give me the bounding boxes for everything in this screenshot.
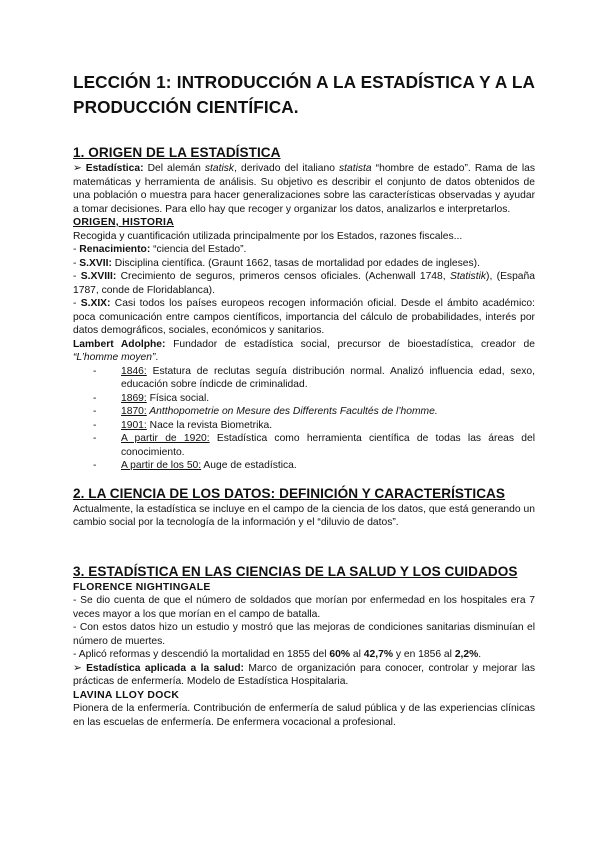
section-1-heading: 1. ORIGEN DE LA ESTADÍSTICA [73,145,281,160]
page-title: LECCIÓN 1: INTRODUCCIÓN A LA ESTADÍSTICA Y A LA PRODUCCIÓN CIENTÍFICA. [73,72,535,117]
xvii-century-item: - S.XVII: Disciplina científica. (Graunt 1662, tasas de mortalidad por edades de ingleses). [73,257,480,269]
document-page [73,70,535,729]
definition-term: Estadística: [85,163,144,174]
statistics-definition: ➢ Estadística: Del alemán statisk, derivado del italiano statista “hombre de estado”. Rama de las matemáticas y herramienta de análisis. Su objetivo es describir el conjunto de datos obtenidos de una población o muestra para hacer generalizaciones sobre las características observadas y ayudar a tomar decisiones. Para ello hay que recoger y organizar los datos, analizarlos e interpretarlos. [73,163,535,215]
list-item: - 1869: Física social. [93,392,535,406]
origin-history-heading: ORIGEN, HISTORIA [73,217,175,228]
lavina-lloy-dock-heading: LAVINA LLOY DOCK [73,689,180,701]
nightingale-point-3: - Aplicó reformas y descendió la mortalidad en 1855 del 60% al 42,7% y en 1856 al 2,2%. [73,649,482,660]
list-item: - 1846: Estatura de reclutas seguía distribución normal. Analizó influencia edad, sexo, educación sobre índicde de criminalidad. [93,365,535,392]
dock-text: Pionera de la enfermería. Contribución de enfermería de salud pública y de las experiencias clínicas en las escuelas de enfermería. De enfermera vocacional a profesional. [73,703,535,728]
xviii-century-item: - S.XVIII: Crecimiento de seguros, primeros censos oficiales. (Achenwall 1748, Statistik), (España 1787, conde de Floridablanca). [73,271,535,296]
list-item: - 1901: Nace la revista Biometrika. [93,419,535,433]
list-item: - A partir de 1920: Estadística como herramienta científica de todas las áreas del conocimiento. [93,432,535,459]
origin-intro: Recogida y cuantificación utilizada principalmente por los Estados, razones fiscales... [73,230,463,242]
arrow-bullet-icon: ➢ [73,163,82,174]
section-2-heading: 2. LA CIENCIA DE LOS DATOS: DEFINICIÓN Y CARACTERÍSTICAS [73,485,506,501]
list-item: - A partir de los 50: Auge de estadística. [93,459,535,473]
nightingale-point-1: - Se dio cuenta de que el número de soldados que morían por enfermedad en los hospitales era 7 veces mayor a los que morían en el campo de batalla. [73,595,535,620]
renaissance-item: - Renacimiento: “ciencia del Estado”. [73,244,247,255]
section-3-heading: 3. ESTADÍSTICA EN LAS CIENCIAS DE LA SALUD Y LOS CUIDADOS [73,563,518,579]
arrow-bullet-icon: ➢ [73,662,82,674]
milestones-list [73,365,535,473]
list-item: - 1870: Antthopometrie on Mesure des Differents Facultés de l’homme. [93,405,535,419]
nightingale-point-2: - Con estos datos hizo un estudio y mostró que las mejoras de condiciones sanitarias disminuían el número de muertes. [73,622,535,647]
florence-nightingale-heading: FLORENCE NIGHTINGALE [73,581,211,593]
lambert-adolphe-item: Lambert Adolphe: Fundador de estadística social, precursor de bioestadística, creador de “L’homme moyen”. [73,338,535,363]
applied-statistics-item: ➢ Estadística aplicada a la salud: Marco de organización para conocer, controlar y mejorar las prácticas de enfermería. Modelo de Estadística Hospitalaria. [73,662,535,687]
xix-century-item: - S.XIX: Casi todos los países europeos recogen información oficial. Desde el ámbito académico: poca comunicación entre campos científicos, importancia del cálculo de probabilidades, interés por datos demográficos, sociales, económicos y sanitarios. [73,298,535,336]
section-2-text: Actualmente, la estadística se incluye en el campo de la ciencia de los datos, que está generando un cambio social por la tecnología de la información y el “diluvio de datos”. [73,503,535,528]
